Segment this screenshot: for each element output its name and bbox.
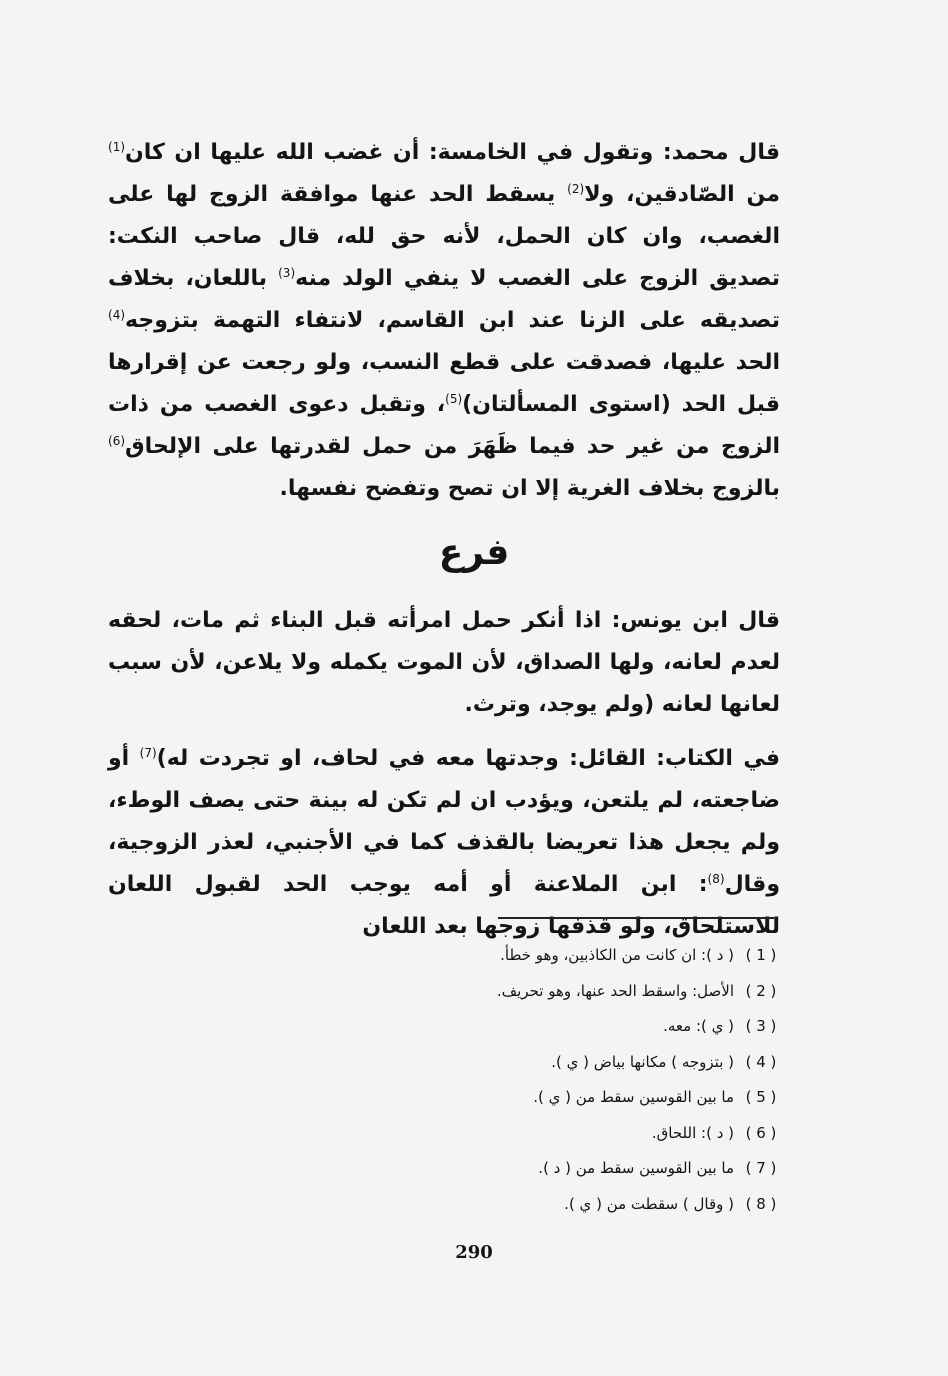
footnote-text: ما بين القوسين سقط من ( ي ). <box>533 1088 734 1106</box>
text-span: باللعان، بخلاف تصديقه على الزنا عند ابن القاسم، لانتفاء التهمة بتزوجه <box>108 266 780 333</box>
footnote-marker: (8) <box>707 872 725 886</box>
footnote-number: ( 5 ) <box>745 1088 777 1106</box>
footnote-item <box>300 974 778 1010</box>
footnote-item <box>300 1080 778 1116</box>
footnote-item <box>300 1151 778 1187</box>
footnote-marker: (6) <box>108 434 126 448</box>
footnote-text: ما بين القوسين سقط من ( د ). <box>538 1159 734 1177</box>
footnote-text: ( بتزوجه ) مكانها بياض ( ي ). <box>551 1052 734 1071</box>
footnote-number: ( 1 ) <box>745 946 777 964</box>
footnote-item <box>300 1116 778 1152</box>
footnote-text: ( ي ): معه. <box>663 1017 734 1035</box>
footnote-item <box>300 1009 778 1045</box>
footnote-divider <box>498 917 774 919</box>
text-span: في الكتاب: القائل: وجدتها معه في لحاف، او تجردت له) <box>156 746 780 771</box>
text-span: ، وتقبل دعوى الغصب من ذات الزوج من غير حد فيما ظَهَرَ من حمل لقدرتها على الإلحاق <box>108 392 780 459</box>
footnote-text: الأصل: واسقط الحد عنها، وهو تحريف. <box>496 981 734 1000</box>
text-span: قال محمد: وتقول في الخامسة: أن غضب الله عليها ان كان <box>125 140 780 165</box>
footnote-item <box>300 1187 778 1223</box>
footnote-marker: (4) <box>108 308 126 322</box>
paragraph-1 <box>108 132 780 510</box>
text-span: بالزوج بخلاف الغرية إلا ان تصح وتفضح نفسها. <box>279 476 780 501</box>
footnote-number: ( 8 ) <box>745 1194 777 1213</box>
text-span: : ابن الملاعنة أو أمه يوجب الحد لقبول اللعان للاستلحاق، ولو قذفها زوجها بعد اللعان <box>108 872 780 939</box>
page-number: 290 <box>455 1242 493 1263</box>
footnote-number: ( 6 ) <box>745 1123 777 1142</box>
footnote-marker: (7) <box>139 746 157 760</box>
footnote-item <box>300 938 778 974</box>
footnote-marker: (5) <box>445 392 463 406</box>
footnote-text: ( وقال ) سقطت من ( ي ). <box>564 1194 734 1213</box>
text-span: أو ضاجعته، لم يلتعن، ويؤدب ان لم تكن له بينة حتى يصف الوطء، ولم يجعل هذا تعريضا بالقذف كما في الأجنبي، لعذر الزوجية، وقال <box>108 746 780 897</box>
footnote-number: ( 2 ) <box>745 981 777 1000</box>
footnote-marker: (1) <box>108 140 126 154</box>
paragraph-2: قال ابن يونس: اذا أنكر حمل امرأته قبل البناء ثم مات، لحقه لعدم لعانه، ولها الصداق، لأن الموت يكمله ولا يلاعن، لأن سبب لعانها لعانه (ولم يوجد، وترث. <box>108 608 780 717</box>
section-heading: فرع <box>438 532 510 573</box>
footnote-number: ( 3 ) <box>745 1017 777 1035</box>
text-span: يسقط الحد عنها موافقة الزوج لها على الغصب، وان كان الحمل، لأنه حق لله، قال صاحب النكت: تصديق الزوج على الغصب لا ينفي الولد منه <box>108 182 781 291</box>
footnote-number: ( 7 ) <box>745 1159 777 1177</box>
text-span: الحد عليها، فصدقت على قطع النسب، ولو رجعت عن إقرارها قبل الحد (استوى المسألتان) <box>108 350 780 417</box>
footnote-item <box>300 1045 778 1081</box>
footnote-number: ( 4 ) <box>745 1052 777 1071</box>
footnote-text: ( د ): اللحاق. <box>651 1123 734 1142</box>
footnote-marker: (3) <box>278 266 296 280</box>
footnote-text: ( د ): ان كانت من الكاذبين، وهو خطأ. <box>500 946 734 964</box>
footnote-marker: (2) <box>567 182 585 196</box>
text-span: من الصّادقين، ولا <box>584 182 780 207</box>
footnotes <box>300 938 778 1222</box>
